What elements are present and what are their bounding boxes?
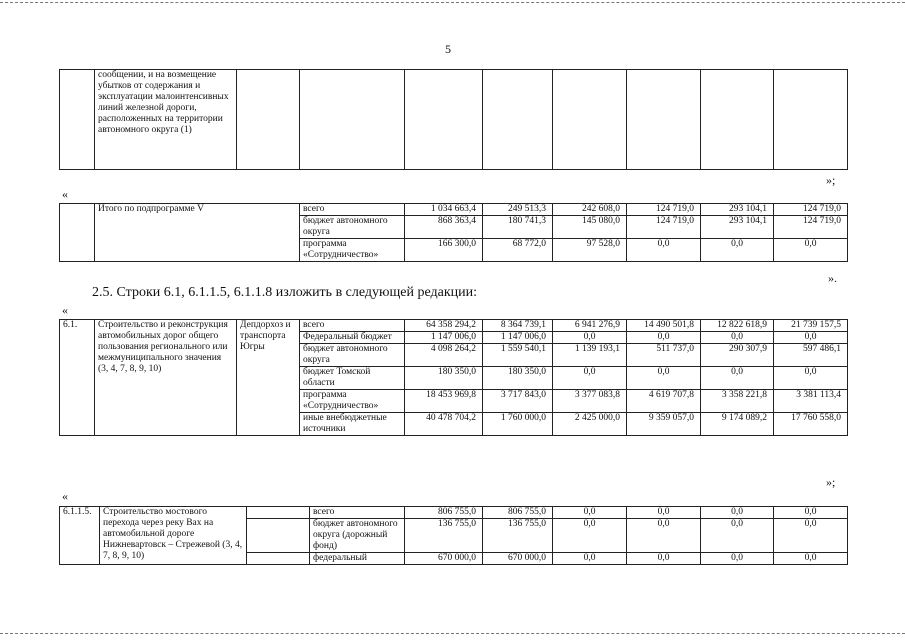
table-continuation (59, 69, 848, 170)
value-cell: 124 719,0 (774, 216, 848, 239)
value-cell: 136 755,0 (405, 519, 483, 553)
value-cell: 3 717 843,0 (483, 390, 553, 413)
value-cell: 511 737,0 (627, 344, 701, 367)
close-quote-1: »; (826, 173, 836, 187)
scan-bottom-edge (0, 633, 905, 634)
value-cell: 6 941 276,9 (553, 320, 627, 332)
value-cell: 1 034 663,4 (405, 204, 483, 216)
table-row-6-1 (59, 319, 848, 436)
table-subprogram-total (59, 203, 848, 262)
value-cell (483, 70, 553, 170)
page-number: 5 (445, 42, 451, 56)
row-code: 6.1.1.5. (60, 507, 100, 565)
value-cell: 1 147 006,0 (405, 332, 483, 344)
value-cell (774, 70, 848, 170)
value-cell: 0,0 (553, 332, 627, 344)
value-cell: 597 486,1 (774, 344, 848, 367)
value-cell: 249 513,3 (483, 204, 553, 216)
value-cell: 806 755,0 (483, 507, 553, 519)
value-cell: 290 307,9 (701, 344, 774, 367)
value-cell: 0,0 (701, 332, 774, 344)
activity-name: Строительство мостового перехода через реку Вах на автомобильной дороге Нижневартовск – Стрежевой (3, 4, 7, 8, 9, 10) (100, 507, 247, 565)
value-cell: 40 478 704,2 (405, 413, 483, 436)
scan-top-edge (0, 2, 905, 3)
value-cell: 1 139 193,1 (553, 344, 627, 367)
value-cell: 166 300,0 (405, 239, 483, 262)
value-cell: 0,0 (701, 553, 774, 565)
value-cell: 3 377 083,8 (553, 390, 627, 413)
value-cell: 293 104,1 (701, 204, 774, 216)
value-cell: 17 760 558,0 (774, 413, 848, 436)
activity-name: Строительство и реконструкция автомобильных дорог общего пользования регионального или межмуниципального значения (3, 4, 7, 8, 9, 10) (95, 320, 237, 436)
value-cell: 0,0 (553, 507, 627, 519)
value-cell: 0,0 (627, 553, 701, 565)
source-label: бюджет автономного округа (дорожный фонд) (310, 519, 405, 553)
subprogram-name: Итого по подпрограмме V (95, 204, 300, 262)
value-cell: 0,0 (774, 519, 848, 553)
value-cell: 1 760 000,0 (483, 413, 553, 436)
value-cell: 0,0 (553, 553, 627, 565)
code-cell (60, 204, 95, 262)
value-cell: 9 174 089,2 (701, 413, 774, 436)
value-cell: 21 739 157,5 (774, 320, 848, 332)
source-label: бюджет автономного округа (300, 344, 405, 367)
value-cell (701, 70, 774, 170)
source-label: всего (300, 204, 405, 216)
source-label: всего (300, 320, 405, 332)
value-cell: 1 147 006,0 (483, 332, 553, 344)
value-cell: 9 359 057,0 (627, 413, 701, 436)
executor-blank (247, 519, 310, 553)
section-heading: 2.5. Строки 6.1, 6.1.1.5, 6.1.1.8 изложить в следующей редакции: (92, 285, 478, 300)
executor-cell (237, 70, 300, 170)
open-quote-2: « (62, 303, 68, 317)
value-cell: 0,0 (774, 367, 848, 390)
value-cell: 0,0 (701, 507, 774, 519)
value-cell: 242 608,0 (553, 204, 627, 216)
source-label: федеральный (310, 553, 405, 565)
value-cell: 180 350,0 (483, 367, 553, 390)
value-cell: 124 719,0 (627, 204, 701, 216)
value-cell: 3 358 221,8 (701, 390, 774, 413)
source-label: бюджет Томской области (300, 367, 405, 390)
value-cell: 0,0 (627, 239, 701, 262)
value-cell: 670 000,0 (405, 553, 483, 565)
value-cell: 0,0 (627, 332, 701, 344)
value-cell (553, 70, 627, 170)
source-label: бюджет автономного округа (300, 216, 405, 239)
value-cell: 0,0 (553, 519, 627, 553)
source-label: иные внебюджетные источники (300, 413, 405, 436)
value-cell: 0,0 (701, 367, 774, 390)
value-cell: 0,0 (627, 519, 701, 553)
value-cell: 68 772,0 (483, 239, 553, 262)
value-cell: 136 755,0 (483, 519, 553, 553)
value-cell: 0,0 (701, 519, 774, 553)
value-cell: 0,0 (627, 367, 701, 390)
executor (247, 507, 310, 519)
value-cell: 1 559 540,1 (483, 344, 553, 367)
value-cell: 670 000,0 (483, 553, 553, 565)
table-row-6-1-1-5 (59, 506, 848, 565)
value-cell: 180 741,3 (483, 216, 553, 239)
executor: Депдорхоз и транспорта Югры (237, 320, 300, 436)
source-label: Федеральный бюджет (300, 332, 405, 344)
value-cell: 0,0 (701, 239, 774, 262)
open-quote-3: « (62, 489, 68, 503)
value-cell: 0,0 (553, 367, 627, 390)
value-cell (627, 70, 701, 170)
value-cell: 12 822 618,9 (701, 320, 774, 332)
executor-blank (247, 553, 310, 565)
close-quote-2: ». (828, 271, 837, 285)
value-cell: 3 381 113,4 (774, 390, 848, 413)
value-cell: 180 350,0 (405, 367, 483, 390)
value-cell: 97 528,0 (553, 239, 627, 262)
value-cell (405, 70, 483, 170)
row-code: 6.1. (60, 320, 95, 436)
value-cell: 8 364 739,1 (483, 320, 553, 332)
value-cell: 806 755,0 (405, 507, 483, 519)
value-cell: 124 719,0 (627, 216, 701, 239)
value-cell: 4 619 707,8 (627, 390, 701, 413)
value-cell: 145 080,0 (553, 216, 627, 239)
code-cell (60, 70, 95, 170)
value-cell: 0,0 (774, 507, 848, 519)
value-cell: 0,0 (774, 553, 848, 565)
value-cell: 124 719,0 (774, 204, 848, 216)
source-cell (300, 70, 405, 170)
value-cell: 64 358 294,2 (405, 320, 483, 332)
value-cell: 0,0 (774, 239, 848, 262)
value-cell: 0,0 (774, 332, 848, 344)
source-label: программа «Сотрудничество» (300, 239, 405, 262)
value-cell: 2 425 000,0 (553, 413, 627, 436)
close-quote-3: »; (826, 475, 836, 489)
value-cell: 0,0 (627, 507, 701, 519)
source-label: программа «Сотрудничество» (300, 390, 405, 413)
source-label: всего (310, 507, 405, 519)
value-cell: 14 490 501,8 (627, 320, 701, 332)
value-cell: 293 104,1 (701, 216, 774, 239)
value-cell: 4 098 264,2 (405, 344, 483, 367)
open-quote-1: « (62, 187, 68, 201)
value-cell: 868 363,4 (405, 216, 483, 239)
value-cell: 18 453 969,8 (405, 390, 483, 413)
activity-text: сообщении, и на возмещение убытков от содержания и эксплуатации малоинтенсивных линий железной дороги, расположенных на территории автономного округа (1) (95, 70, 237, 170)
